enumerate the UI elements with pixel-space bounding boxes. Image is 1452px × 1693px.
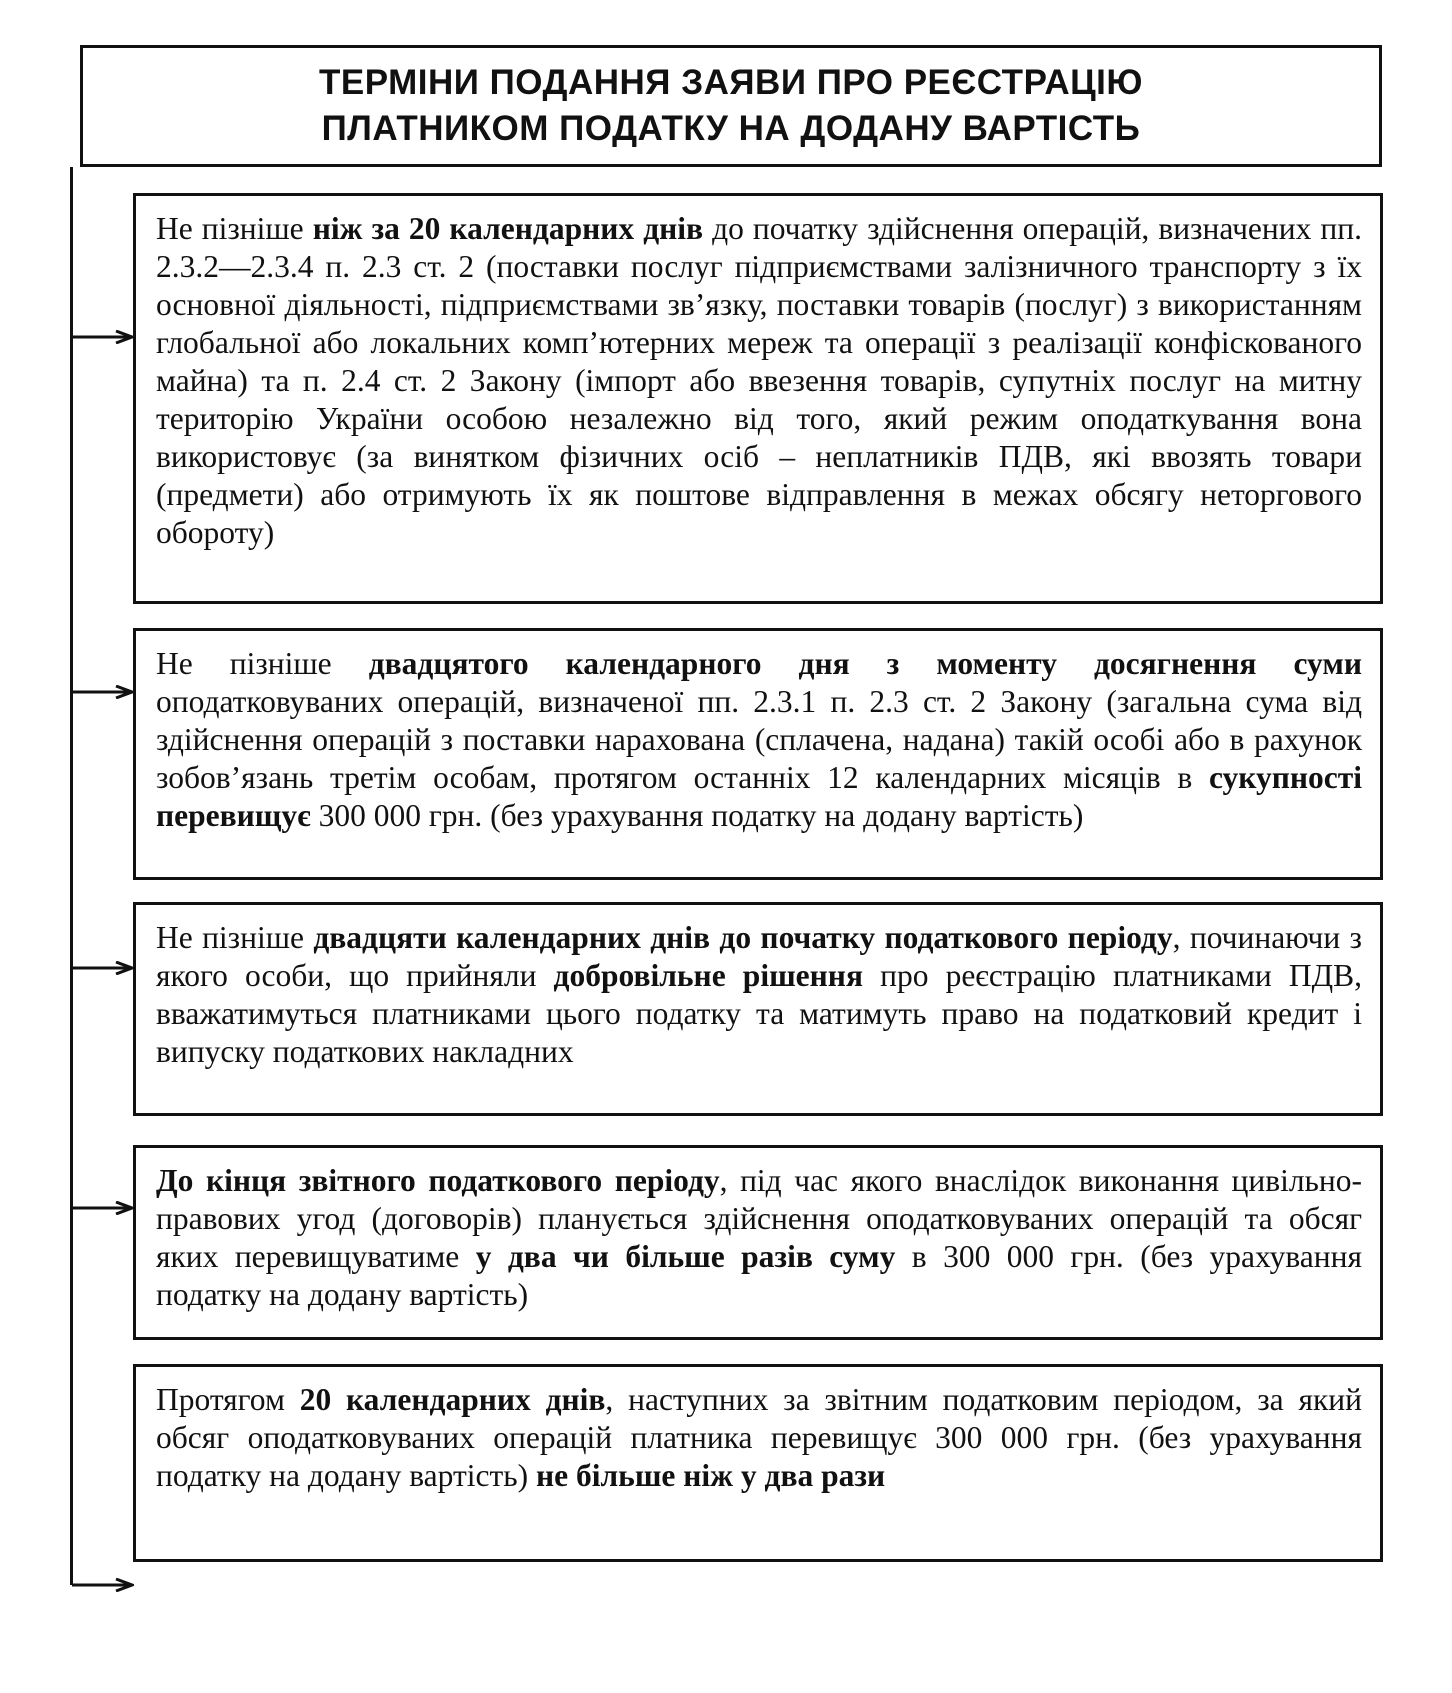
- diagram-title: [319, 60, 1143, 152]
- deadline-box-1: [133, 193, 1383, 604]
- emphasized-text: сукупності перевищує: [156, 760, 1362, 833]
- body-text: оподатковуваних операцій, визначеної пп. 2.3.1 п. 2.3 ст. 2 Закону (загальна сума від здійснення операцій з поставки нарахована (сплачена, надана) такій особі або в рахунок зобов’язань третім особам, протягом останніх 12 календарних місяців в: [156, 684, 1362, 795]
- arrow-to-box-1: [72, 330, 134, 344]
- body-text: , під час якого внаслідок виконання цивільно-правових угод (договорів) планується здійснення оподатковуваних операцій та обсяг яких перевищуватиме: [156, 1163, 1363, 1274]
- arrow-to-box-2: [72, 685, 134, 699]
- body-text: Не пізніше: [156, 211, 313, 246]
- body-text: про реєстрацію платниками ПДВ, вважатимуться платниками цього податку та матимуть право на податковий кредит і випуску податкових накладних: [156, 958, 1362, 1069]
- emphasized-text: не більше ніж у два рази: [535, 1458, 886, 1493]
- deadline-box-2: [133, 628, 1383, 880]
- emphasized-text: До кінця звітного податкового періоду: [156, 1163, 720, 1198]
- body-text: , починаючи з якого особи, що прийняли: [156, 920, 1362, 993]
- arrow-to-box-5: [72, 1578, 134, 1592]
- diagram-title-box: [80, 45, 1382, 167]
- body-text: Не пізніше: [156, 646, 369, 681]
- emphasized-text: ніж за 20 календарних днів: [312, 211, 704, 246]
- body-text: , наступних за звітним податковим періодом, за який обсяг оподатковуваних операцій платника перевищує 300 000 грн. (без урахування податку на додану вартість): [156, 1382, 1362, 1493]
- emphasized-text: у два чи більше разів суму: [475, 1239, 896, 1274]
- title-line-2: ПЛАТНИКОМ ПОДАТКУ НА ДОДАНУ ВАРТІСТЬ: [321, 109, 1141, 148]
- emphasized-text: двадцятого календарного дня з моменту досягнення суми: [368, 646, 1362, 681]
- connector-trunk-line: [70, 167, 73, 1585]
- body-text: в 300 000 грн. (без урахування податку на додану вартість): [156, 1239, 1362, 1312]
- body-text: до початку здійснення операцій, визначених пп. 2.3.2—2.3.4 п. 2.3 ст. 2 (поставки послуг підприємствами залізничного транспорту з їх основної діяльності, підприємствами зв’язку, поставки товарів (послуг) з використанням глобальної або локальних комп’ютерних мереж та операції з реалізації конфіскованого майна) та п. 2.4 ст. 2 Закону (імпорт або ввезення товарів, супутніх послуг на митну територію України особою незалежно від того, який режим оподаткування вона використовує (за винятком фізичних осіб – неплатників ПДВ, які ввозять товари (предмети) або отримують їх як поштове відправлення в межах обсягу неторгового обороту): [156, 211, 1362, 550]
- emphasized-text: двадцяти календарних днів до початку податкового періоду: [313, 920, 1173, 955]
- arrow-to-box-3: [72, 961, 134, 975]
- body-text: Протягом: [156, 1382, 300, 1417]
- arrow-to-box-4: [72, 1201, 134, 1215]
- body-text: Не пізніше: [156, 920, 314, 955]
- deadline-box-4: [133, 1145, 1383, 1340]
- emphasized-text: добровільне рішення: [553, 958, 863, 993]
- emphasized-text: 20 календарних днів: [299, 1382, 606, 1417]
- body-text: 300 000 грн. (без урахування податку на додану вартість): [310, 798, 1084, 833]
- title-line-1: ТЕРМІНИ ПОДАННЯ ЗАЯВИ ПРО РЕЄСТРАЦІЮ: [318, 63, 1143, 102]
- deadline-box-5: [133, 1364, 1383, 1562]
- deadline-box-3: [133, 902, 1383, 1116]
